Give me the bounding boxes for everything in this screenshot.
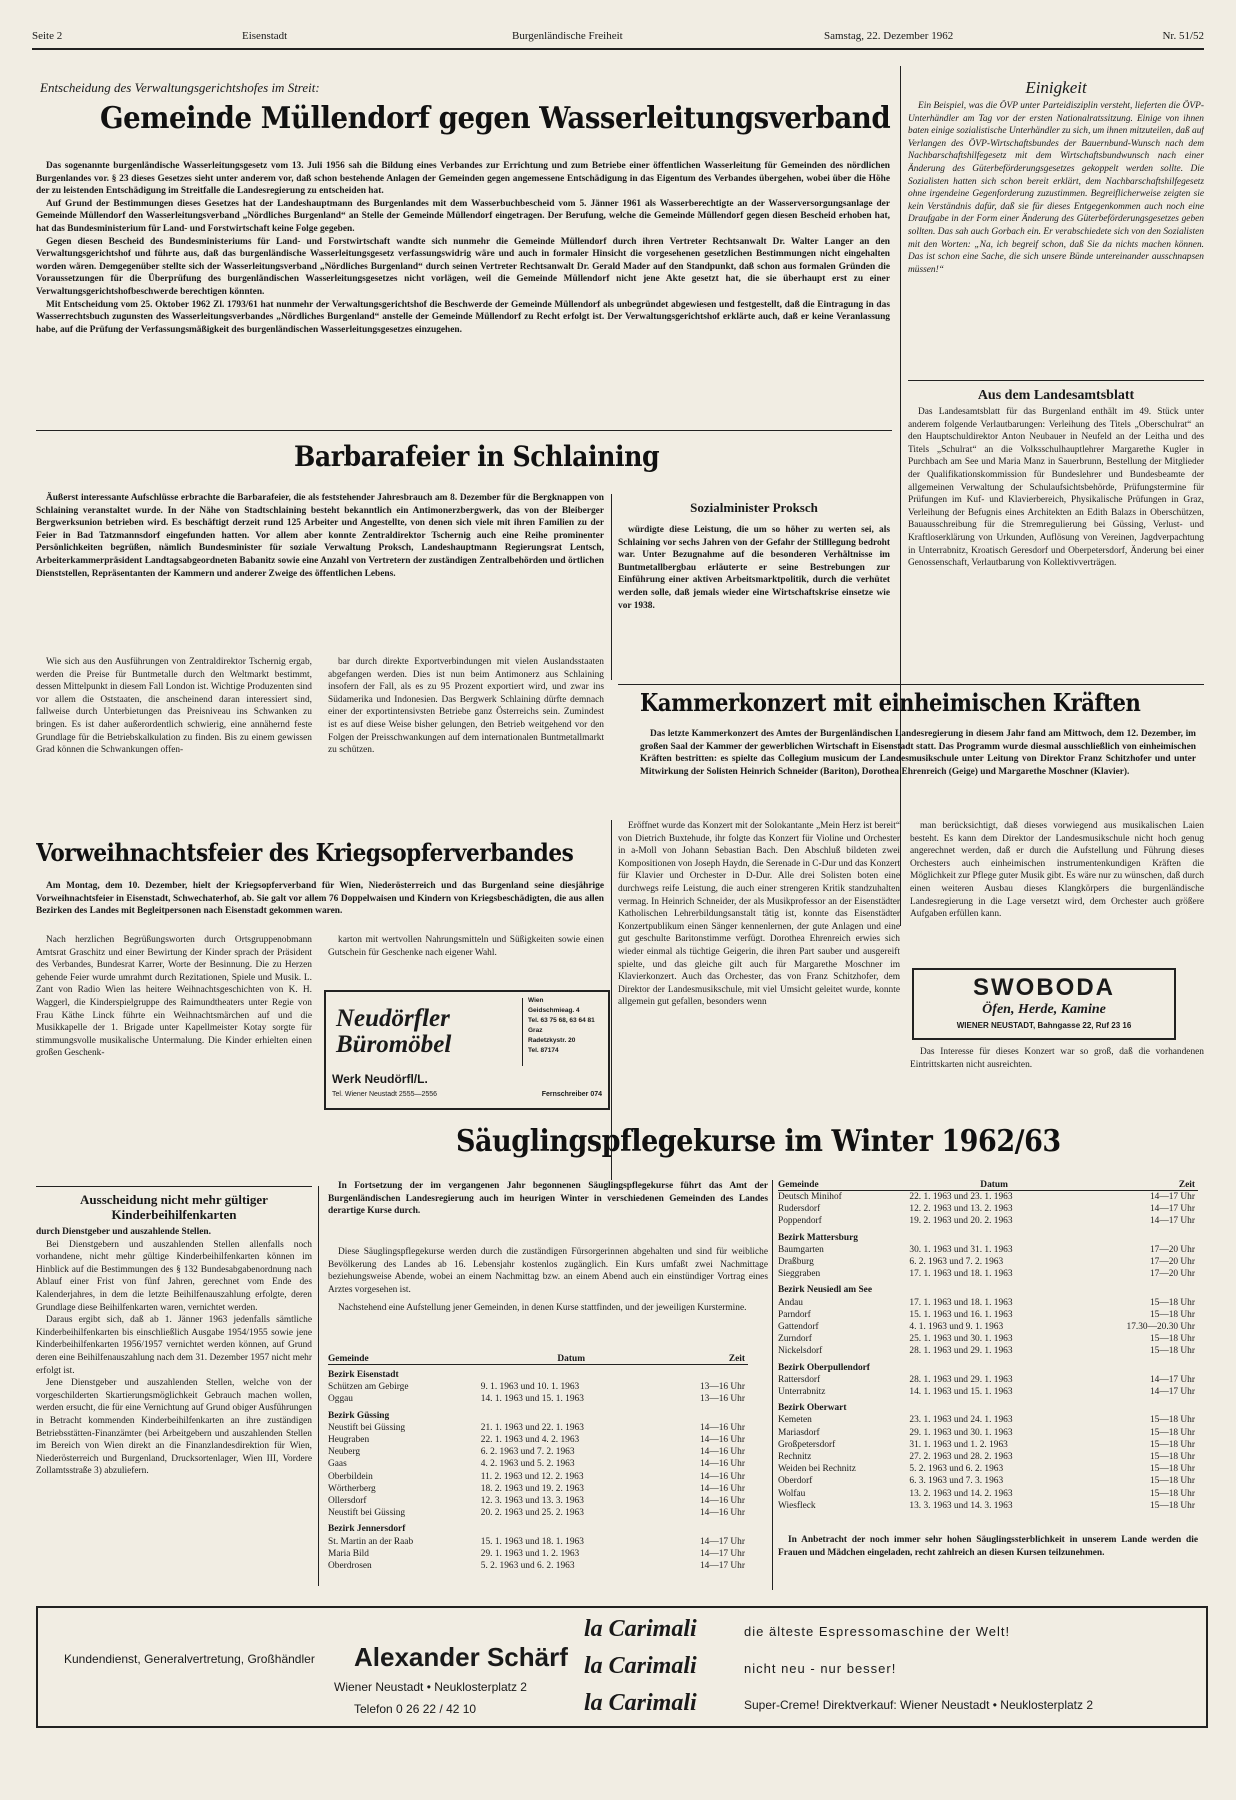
date-range: 28. 1. 1963 und 29. 1. 1963 xyxy=(909,1374,1013,1385)
time: 15—18 Uhr xyxy=(1149,1309,1195,1320)
date-range: 22. 1. 1963 und 23. 1. 1963 xyxy=(909,1192,1013,1202)
district-name: Bezirk Eisenstadt xyxy=(328,1370,399,1380)
municipality: Andau xyxy=(778,1297,803,1308)
municipality: Heugraben xyxy=(328,1435,370,1446)
date-range: 29. 1. 1963 und 1. 2. 1963 xyxy=(480,1548,580,1559)
table-row xyxy=(778,1203,1198,1215)
kammer-col2b xyxy=(910,1046,1204,1086)
neudoerfl-tel: Tel. Wiener Neustadt 2555—2556 xyxy=(332,1091,438,1098)
table-row xyxy=(778,1463,1198,1475)
district-row xyxy=(778,1228,1198,1244)
time: 15—18 Uhr xyxy=(1149,1476,1195,1487)
district-name: Bezirk Oberwart xyxy=(778,1403,847,1414)
kammer-col1-text: Eröffnet wurde das Konzert mit der Solokantante „Mein Herz ist bereit“ von Dietrich Buxtehude, ihr folgte das Konzert für Violine und Orchester in a-Moll von Johann Sebastian Bach. Den Abschluß bildeten zwei Kompositionen von Joseph Haydn, die Serenade in C-Dur und das Konzert für Klavier und Orchester in D-Dur. Alle drei Solisten boten eine durchwegs reife Leistung, die auch einer strengeren Kritik standzuhalten vermag. In Heinrich Schneider, der als Musikprofessor an der Eisenstädter Katholischen Lehrerbildungsanstalt tätig ist, konnte das Eisenstädter Konzertpublikum einen Sänger kennenlernen, der gute Anlagen und eine gut geschulte Baritonstimme verfügt. Dorothea Ehrenreich erwies sich wieder einmal als tüchtige Geigerin, die ihren Part sauber und ausgereift spielte, und das gleiche gilt auch für Margarethe Moschner im Klavierkonzert. Auch das Orchester, das von Franz Schitzhofer, dem Direktor der Landesmusikschule, mit viel Umsicht geleitet wurde, konnte allgemein gut gefallen, besonders wenn xyxy=(618,821,900,1008)
municipality: Gattendorf xyxy=(778,1322,819,1333)
barbara-intro-text: Äußerst interessante Aufschlüsse erbrachte die Barbarafeier, die als feststehender Jahresbrauch am 8. Dezember für die Bergknappen von Schlaining veranstaltet wurde. In der Nähe von Stadtschlaining besteht bekanntlich ein Antimonerzbergwerk, das von der Bleiberger Bergwerksunion betrieben wird. Es beschäftigt derzeit rund 125 Arbeiter und Angestellte, von denen sich viele mit ihren Familien zu der Feier in Bad Tatzmannsdorf eingefunden hatten. Vor allem aber konnte Zentraldirektor Tschernig auch eine Reihe prominenter Persönlichkeiten begrüßen, nämlich Bundesminister für soziale Verwaltung Proksch, Landeshauptmann Regierungsrat Lentsch, Arbeiterkammerpräsident Landtagsabgeordneten Babanitz sowie eine Anzahl von Vertretern der zuständigen Zentralbehörden und örtlichen Dienststellen, Repräsentanten der Kammern und anderer Zweige des öffentlichen Lebens. xyxy=(36,493,604,579)
barbara-intro xyxy=(36,492,604,654)
date-range: 15. 1. 1963 und 18. 1. 1963 xyxy=(480,1536,584,1547)
date-range: 13. 3. 1963 und 14. 3. 1963 xyxy=(909,1500,1013,1510)
date-range: 6. 2. 1963 und 7. 2. 1963 xyxy=(480,1447,575,1458)
date-range: 11. 2. 1963 und 12. 2. 1963 xyxy=(480,1471,584,1482)
neudoerfl-phone: Tel. 87174 xyxy=(528,1047,559,1054)
einigkeit-text: Ein Beispiel, was die ÖVP unter Parteidisziplin versteht, lieferten die ÖVP-Unterhändler am Tag vor der ersten Nationalratssitzung. Einige von ihnen baten einige sozialistische Unterhändler zu sich, um ihnen mitzuteilen, daß auf Verlangen des ÖVP-Wirtschaftsbundes der Bauernbund-Wunsch nach dem Nachbarschaftshilfegesetz mit dem Wirtschaftsbundwunsch nach einer Änderung des Güterbeförderungsgesetzes gekoppelt werden sollte. Die Sozialisten hatten sich schon bereit erklärt, dem Nachbarschaftshilfegesetz ohne irgendeine Gegenforderung zuzustimmen. Begreiflicherweise zeigten sie kein Verständnis dafür, daß sie für dieses Entgegenkommen auch noch eine Draufgabe in der Form einer Änderung des Güterbeförderungsgesetzes geben sollten. Das sah auch Gorbach ein. Er verabschiedete sich von den Sozialisten mit den Worten: „Na, ich begreif schon, daß Sie da nichts machen können. Das ist schon eine Sache, die sich unsere Bünde untereinander ausschnapsen müssen!“ xyxy=(908,101,1204,275)
kammer-col2a-text: man berücksichtigt, daß dieses vorwiegend aus musikalischen Laien besteht. Es kann dem Direktor der Landesmusikschule nicht hoch genug angerechnet werden, daß er durch die Aufstellung und Führung dieses Orchesters auch einheimischen instrumentenkundigen Kräften die Möglichkeit zur Pflege guter Musik gibt. Es wäre nur zu wünschen, daß durch einen weiteren Ausbau dieses Klangkörpers die burgenländische Landesregierung in die Lage versetzt wird, dem Orchester auch größere Aufgaben erfüllen kann. xyxy=(910,821,1204,920)
municipality: Großpetersdorf xyxy=(778,1439,836,1450)
table-row xyxy=(778,1427,1198,1439)
table-row xyxy=(778,1386,1198,1398)
table-row xyxy=(328,1560,748,1572)
municipality: Zurndorf xyxy=(778,1334,812,1345)
time: 17—20 Uhr xyxy=(1149,1257,1195,1268)
section-rule xyxy=(618,684,1204,685)
table-row xyxy=(778,1488,1198,1500)
vorweih-col2 xyxy=(328,934,604,984)
table-row xyxy=(328,1393,748,1405)
date-range: 18. 2. 1963 und 19. 2. 1963 xyxy=(480,1483,584,1494)
section-rule xyxy=(36,430,892,431)
saeugling-headline: Säuglingspflegekurse im Winter 1962/63 xyxy=(456,1124,1061,1159)
beihilfe-title: Ausscheidung nicht mehr gültiger Kinderbeihilfenkarten xyxy=(80,1192,268,1222)
district-name: Bezirk Güssing xyxy=(328,1410,390,1421)
page-header xyxy=(32,26,1204,48)
table-row xyxy=(778,1475,1198,1487)
municipality: Nickelsdorf xyxy=(778,1346,823,1357)
table-row xyxy=(778,1297,1198,1309)
municipality: Kemeten xyxy=(778,1415,812,1426)
date-range: 28. 1. 1963 und 29. 1. 1963 xyxy=(909,1346,1013,1357)
barbara-side xyxy=(618,524,890,680)
time: 15—18 Uhr xyxy=(1149,1488,1195,1499)
table-row xyxy=(328,1507,748,1519)
date-range: 23. 1. 1963 und 24. 1. 1963 xyxy=(909,1415,1013,1426)
barbara-col2-text: bar durch direkte Exportverbindungen mit vielen Auslandsstaaten abgefangen werden. Dies ist nun beim Antimonerz aus Schlaining insofern der Fall, als es zu 95 Prozent exportiert wird, und zwar ins Südamerika und Indonesien. Das Bergwerk Schlaining dürfte demnach einer der exportintensivsten Betriebe ganz Österreichs sein. Zumindest ist es auf diese Weise bisher gelungen, den Betrieb weitgehend vor den Folgen der Preisschwankungen auf dem internationalen Buntmetallmarkt zu schützen. xyxy=(328,657,604,756)
table-row xyxy=(328,1434,748,1446)
date-range: 25. 1. 1963 und 30. 1. 1963 xyxy=(909,1334,1013,1345)
amtsblatt-title: Aus dem Landesamtsblatt xyxy=(977,388,1135,403)
date-range: 30. 1. 1963 und 31. 1. 1963 xyxy=(909,1244,1013,1255)
table-row xyxy=(778,1333,1198,1345)
time: 14—16 Uhr xyxy=(699,1447,745,1458)
time: 15—18 Uhr xyxy=(1149,1415,1195,1426)
lead-paragraph: Mit Entscheidung vom 25. Oktober 1962 Zl. 1793/61 hat nunmehr der Verwaltungsgerichtshof die Beschwerde der Gemeinde Müllendorf als unbegründet abgewiesen und festgestellt, daß die Eintragung in das Wasserrechtsbuch zugunsten des Wasserleitungsverbandes „Nördliches Burgenland“ anstelle der Gemeinde Müllendorf zu Recht erfolgt ist. Der Verwaltungsgerichtshof erklärte auch, daß er keine Veranlassung habe, auf die Prüfung der Verfassungsmäßigkeit des burgenländischen Wasserleitungsgesetzes einzugehen. xyxy=(36,299,890,335)
section-rule xyxy=(908,380,1204,381)
time: 17—20 Uhr xyxy=(1149,1244,1195,1255)
neudoerfl-address: Geidschmieag. 4 xyxy=(528,1007,580,1014)
lead-paragraph: Gegen diesen Bescheid des Bundesministeriums für Land- und Forstwirtschaft wandte sich nunmehr die Gemeinde Müllendorf durch ihren Vertreter Rechtsanwalt Dr. Walter Langer an den Verwaltungsgerichtshof und führte aus, daß das burgenländische Wasserleitungsgesetz verfassungswidrig wäre und auch in formaler Hinsicht die vorgesehenen gesetzlichen Bestimmungen nicht eingehalten worden wären. Demgegenüber stellte sich der Wasserleitungsverband „Nördliches Burgenland“ durch seinen Vertreter Rechtsanwalt Dr. Gerald Mader auf den Standpunkt, daß schon aus formalen Gründen die Voraussetzungen für die Überprüfung des burgenländischen Wasserleitungsgesetzes nicht vorlägen, weil die Gemeinde Müllendorf nicht jene Akte gesetzt hat, die sie überhaupt erst zu einer Verwaltungsgerichtshofbeschwerde berechtigen könnten. xyxy=(36,236,890,297)
date-range: 6. 2. 1963 und 7. 2. 1963 xyxy=(909,1257,1004,1268)
table-row xyxy=(328,1495,748,1507)
table-row xyxy=(328,1536,748,1548)
municipality: Wiesfleck xyxy=(778,1500,816,1510)
municipality: Unterrabnitz xyxy=(778,1387,826,1398)
time: 14—17 Uhr xyxy=(699,1536,745,1547)
saeugling-closing-text: In Anbetracht der noch immer sehr hohen Säuglingssterblichkeit in unserem Lande werden die Frauen und Mädchen eingeladen, recht zahlreich an diesen Kursen teilzunehmen. xyxy=(778,1535,1198,1558)
time: 14—16 Uhr xyxy=(699,1508,745,1519)
column-divider xyxy=(772,1180,773,1590)
carimali-brand-2: la Carimali xyxy=(584,1653,697,1679)
municipality: Oberdrosen xyxy=(328,1561,372,1572)
date-range: 12. 2. 1963 und 13. 2. 1963 xyxy=(909,1204,1013,1215)
header-city: Eisenstadt xyxy=(242,30,288,42)
table-row xyxy=(778,1244,1198,1256)
municipality: Baumgarten xyxy=(778,1244,824,1255)
time: 13—16 Uhr xyxy=(699,1394,745,1405)
beihilfe-paragraph: Bei Dienstgebern und auszahlenden Stellen allenfalls noch vorhandene, nicht mehr gültige Kinderbeihilfenkarten können im Hinblick auf die Bestimmungen des § 132 Bundesabgabenordnung nach Ablauf einer Frist von fünf Jahren, gerechnet vom Ende des Kalenderjahres, in dem die letzte Beihilfenauszahlung erfolgte, deren Grundlage diese Beihilfenkarten waren, vernichtet werden. xyxy=(36,1239,312,1313)
district-row xyxy=(778,1358,1198,1374)
time: 15—18 Uhr xyxy=(1149,1452,1195,1463)
date-range: 9. 1. 1963 und 10. 1. 1963 xyxy=(480,1382,580,1393)
col-gemeinde: Gemeinde xyxy=(328,1354,481,1365)
date-range: 5. 2. 1963 und 6. 2. 1963 xyxy=(480,1561,575,1572)
barbara-subheading: Sozialminister Proksch xyxy=(690,500,818,515)
saeugling-paragraph: Nachstehend eine Aufstellung jener Gemeinden, in denen Kurse stattfinden, und der jeweiligen Kurstermine. xyxy=(338,1303,747,1314)
kammer-headline: Kammerkonzert mit einheimischen Kräften xyxy=(640,688,1141,717)
table-row xyxy=(328,1483,748,1495)
einigkeit-title: Einigkeit xyxy=(1025,78,1087,97)
table-row xyxy=(778,1439,1198,1451)
date-range: 15. 1. 1963 und 16. 1. 1963 xyxy=(909,1309,1013,1320)
date-range: 4. 2. 1963 und 5. 2. 1963 xyxy=(480,1459,575,1470)
swoboda-products: Öfen, Herde, Kamine xyxy=(982,1002,1106,1017)
newspaper-name: Burgenländische Freiheit xyxy=(512,30,623,42)
swoboda-name: SWOBODA xyxy=(973,974,1115,1001)
table-row xyxy=(778,1215,1198,1227)
amtsblatt-body xyxy=(908,406,1204,676)
schaerf-name: Alexander Schärf xyxy=(354,1642,568,1672)
time: 15—18 Uhr xyxy=(1149,1427,1195,1438)
time: 15—18 Uhr xyxy=(1149,1346,1195,1357)
table-row xyxy=(778,1191,1198,1204)
time: 14—16 Uhr xyxy=(699,1483,745,1494)
date-range: 5. 2. 1963 und 6. 2. 1963 xyxy=(909,1464,1004,1475)
municipality: Sieggraben xyxy=(778,1269,821,1280)
time: 15—18 Uhr xyxy=(1149,1464,1195,1475)
municipality: Oberdorf xyxy=(778,1476,813,1487)
municipality: Rattersdorf xyxy=(778,1374,821,1385)
neudoerfl-phone: Tel. 63 75 68, 63 64 81 xyxy=(528,1017,595,1024)
carimali-brand-3: la Carimali xyxy=(584,1690,697,1716)
date-range: 12. 3. 1963 und 13. 3. 1963 xyxy=(480,1496,584,1507)
table-row xyxy=(778,1374,1198,1386)
lead-headline: Gemeinde Müllendorf gegen Wasserleitungsverband xyxy=(100,101,891,136)
col-zeit: Zeit xyxy=(1082,1180,1198,1191)
date-range: 29. 1. 1963 und 30. 1. 1963 xyxy=(909,1427,1013,1438)
table-row xyxy=(778,1309,1198,1321)
neudoerfl-werk: Werk Neudörfl/L. xyxy=(332,1072,428,1086)
municipality: Neustift bei Güssing xyxy=(328,1508,406,1519)
col-gemeinde: Gemeinde xyxy=(778,1180,909,1191)
section-rule xyxy=(36,1186,312,1187)
time: 14—17 Uhr xyxy=(1149,1204,1195,1215)
time: 14—17 Uhr xyxy=(699,1561,745,1572)
swoboda-advertisement xyxy=(912,968,1176,1040)
kammer-col2b-text: Das Interesse für dieses Konzert war so groß, daß die vorhandenen Eintrittskarten nicht ausreichten. xyxy=(910,1047,1204,1070)
municipality: Mariasdorf xyxy=(778,1427,820,1438)
vorweih-intro-text: Am Montag, dem 10. Dezember, hielt der Kriegsopferverband für Wien, Niederösterreich und das Burgenland seine diesjährige Vorweihnachtsfeier in Eisenstadt, Schwechaterhof, ab. Sie galt vor allem 76 Doppelwaisen und Kindern von Kriegsbeschädigten, die aus allen Bezirken des Landes mit Begleitpersonen nach Eisenstadt gekommen waren. xyxy=(36,881,604,917)
lead-article-body xyxy=(36,160,890,428)
district-row xyxy=(328,1365,748,1382)
page-number: Seite 2 xyxy=(32,30,63,42)
schaerf-service: Kundendienst, Generalvertretung, Großhändler xyxy=(64,1652,315,1666)
saeugling-intro-text: In Fortsetzung der im vergangenen Jahr begonnenen Säuglingspflegekurse führt das Amt der Burgenländischen Landesregierung auch im heurigen Winter in verschiedenen Gemeinden des Landes derartige Kurse durch. xyxy=(328,1181,768,1217)
municipality: Oggau xyxy=(328,1394,353,1405)
col-datum: Datum xyxy=(481,1354,665,1365)
table-row xyxy=(778,1345,1198,1357)
time: 15—18 Uhr xyxy=(1149,1439,1195,1450)
vorweih-col2-text: karton mit wertvollen Nahrungsmitteln und Süßigkeiten sowie einen Gutschein für Geschenke nach eigener Wahl. xyxy=(328,935,604,958)
kammer-col2a xyxy=(910,820,1204,958)
lead-kicker: Entscheidung des Verwaltungsgerichtshofes im Streit: xyxy=(40,80,320,95)
table-row xyxy=(328,1381,748,1393)
neudoerfl-city: Graz xyxy=(528,1027,543,1034)
neudoerfl-advertisement xyxy=(324,990,610,1110)
schedule-right xyxy=(778,1180,1204,1510)
table-row xyxy=(328,1548,748,1560)
date-range: 20. 2. 1963 und 25. 2. 1963 xyxy=(480,1508,584,1519)
col-zeit: Zeit xyxy=(665,1354,748,1365)
saeugling-closing xyxy=(778,1534,1198,1574)
carimali-slogan-1: die älteste Espressomaschine der Welt! xyxy=(744,1624,1011,1639)
municipality: Parndorf xyxy=(778,1309,811,1320)
einigkeit-body xyxy=(908,100,1204,370)
beihilfe-body xyxy=(36,1226,312,1586)
kammer-intro-text: Das letzte Kammerkonzert des Amtes der Burgenländischen Landesregierung in diesem Jahr fand am Mittwoch, dem 12. Dezember, im großen Saal der Kammer der gewerblichen Wirtschaft in Eisenstadt statt. Das Programm wurde diesmal ausschließlich von einheimischen Kräften bestritten: es spielte das Collegium musicum der Landesmusikschule unter Leitung von Direktor Franz Schitzhofer und unter Mitwirkung der Solisten Heinrich Schneider (Bariton), Dorothea Ehrenreich (Geige) und Margarethe Moschner (Klavier). xyxy=(640,729,1196,777)
saeugling-paragraph: Diese Säuglingspflegekurse werden durch die zuständigen Fürsorgerinnen abgehalten und sind für weibliche Bevölkerung des Landes ab 16. Lebensjahr kostenlos zugänglich. Ein Kurs umfaßt zwei Nachmittage beziehungsweise Abende, wobei an einem Nachmittag bzw. an einem Abend auch ein einstündiger Vortrag eines Arztes vorgesehen ist. xyxy=(328,1247,768,1295)
neudoerfl-fernschreiber: Fernschreiber 074 xyxy=(541,1091,602,1098)
municipality: Oberbildein xyxy=(328,1471,373,1482)
schaerf-address: Wiener Neustadt • Neuklosterplatz 2 xyxy=(334,1680,527,1694)
table-row xyxy=(328,1422,748,1434)
table-row xyxy=(328,1446,748,1458)
carimali-slogan-3: Super-Creme! Direktverkauf: Wiener Neustadt • Neuklosterplatz 2 xyxy=(744,1698,1094,1712)
beihilfe-paragraph: Daraus ergibt sich, daß ab 1. Jänner 1963 jedenfalls sämtliche Kinderbeihilfenkarten bis einschließlich Ausgabe 1954/1955 sowie jene Kinderbeihilfenkarten 1956/1957 vernichtet werden können, auf Grund deren eine Beihilfenauszahlung nach dem 31. Dezember 1957 nicht mehr erfolgt ist. xyxy=(36,1315,312,1376)
table-row xyxy=(778,1500,1198,1510)
table-row xyxy=(778,1451,1198,1463)
carimali-slogan-2: nicht neu - nur besser! xyxy=(744,1661,897,1676)
municipality: Schützen am Gebirge xyxy=(328,1382,409,1393)
municipality: Draßburg xyxy=(778,1257,814,1268)
time: 13—16 Uhr xyxy=(699,1382,745,1393)
time: 17—20 Uhr xyxy=(1149,1269,1195,1280)
municipality: Neustift bei Güssing xyxy=(328,1422,406,1433)
beihilfe-intro: durch Dienstgeber und auszahlende Stellen. xyxy=(36,1227,211,1237)
date-range: 6. 3. 1963 und 7. 3. 1963 xyxy=(909,1476,1004,1487)
beihilfe-paragraph: Jene Dienstgeber und auszahlenden Stellen, welche von der vorgeschilderten Skartierungsmöglichkeit Gebrauch machen wollen, werden ersucht, die für eine Vernichtung auf Grund obiger Ausführungen in Betracht kommenden Kinderbeihilfenkarten an ihre zuständigen Betriebsstätten-Finanzämter (bei Arbeitgebern und auszahlenden Stellen im Bereich von Wien direkt an die Finanzlandesdirektion für Wien, Niederösterreich und Burgenland, Drucksortenlager, Wien III, Vordere Zollamtsstraße 3) abzuliefern. xyxy=(36,1378,312,1477)
municipality: Maria Bild xyxy=(328,1548,369,1559)
barbara-headline: Barbarafeier in Schlaining xyxy=(294,440,660,473)
schaerf-phone: Telefon 0 26 22 / 42 10 xyxy=(354,1702,477,1716)
date-range: 31. 1. 1963 und 1. 2. 1963 xyxy=(909,1439,1008,1450)
kammer-col1 xyxy=(618,820,900,1096)
district-name: Bezirk Jennersdorf xyxy=(328,1524,406,1535)
municipality: Rechnitz xyxy=(778,1452,812,1463)
column-divider xyxy=(318,1186,319,1586)
time: 15—18 Uhr xyxy=(1149,1297,1195,1308)
municipality: Wolfau xyxy=(778,1488,806,1499)
amtsblatt-text: Das Landesamtsblatt für das Burgenland enthält im 49. Stück unter anderem folgende Verlautbarungen: Verleihung des Titels „Oberschulrat“ an den Hauptschuldirektor Anton Neubauer in Neufeld an der Leitha und des Titels „Schulrat“ an die Volksschulhauptlehrer Margarethe Kugler in Purchbach am See und Maria Manz in Sauerbrunn, Bestellung der Mitglieder der Qualifikationskommission für Bundeslehrer und Bundesbeamte der allgemeinen Verwaltung der Schulaufsichtsbehörde, Prüfungstermine für Prüfungen im Kuf- und Klavierbereich, Physikalische Prüfungen in Graz, Verleihung der Befugnis eines Architekten an Edith Balazs in Oberschützen, Bauausschreibung für die Stremregulierung bei Güssing, Verlust- und Kraftloserklärung von Urkunden, Auflösung von Vereinen, Jagdverpachtung in Unterrabnitz, Kroatisch Geresdorf und Oberpetersdorf, Änderung bei einer Genossenschaft, Verlautbarung von Kollektivverträgen. xyxy=(908,407,1204,569)
district-row xyxy=(778,1280,1198,1296)
date-range: 4. 1. 1963 und 9. 1. 1963 xyxy=(909,1322,1004,1333)
municipality: Wörtherberg xyxy=(328,1483,376,1494)
district-row xyxy=(328,1406,748,1422)
table-row xyxy=(778,1414,1198,1426)
saeugling-body xyxy=(328,1246,768,1350)
time: 17.30—20.30 Uhr xyxy=(1126,1322,1195,1333)
issue-number: Nr. 51/52 xyxy=(1162,30,1204,42)
municipality: Neuberg xyxy=(328,1447,361,1458)
vorweih-col1 xyxy=(36,934,312,1180)
barbara-col1 xyxy=(36,656,312,834)
district-name: Bezirk Mattersburg xyxy=(778,1232,858,1243)
district-row xyxy=(328,1519,748,1535)
time: 14—16 Uhr xyxy=(699,1496,745,1507)
lead-paragraph: Auf Grund der Bestimmungen dieses Gesetzes hat der Landeshauptmann des Burgenlandes mit dem Wasserbuchbescheid vom 5. Jänner 1961 als Wasserberechtigte an der Wasserversorgungsanlage der Gemeinde Müllendorf den Wasserleitungsverband „Nördliches Burgenland“ an Stelle der Gemeinde Müllendorf eingetragen. Der Berufung, welche die Gemeinde Müllendorf gegen diesen Bescheid erhoben hat, hat das Bundesministerium für Land- und Forstwirtschaft keine Folge gegeben. xyxy=(36,198,890,234)
time: 14—16 Uhr xyxy=(699,1422,745,1433)
municipality: Weiden bei Rechnitz xyxy=(778,1464,856,1475)
time: 14—17 Uhr xyxy=(1149,1374,1195,1385)
municipality: Gaas xyxy=(328,1459,347,1470)
time: 14—16 Uhr xyxy=(699,1471,745,1482)
time: 14—17 Uhr xyxy=(1149,1192,1195,1202)
neudoerfl-city: Wien xyxy=(528,997,544,1004)
time: 14—17 Uhr xyxy=(1149,1216,1195,1227)
table-row xyxy=(328,1458,748,1470)
time: 14—17 Uhr xyxy=(699,1548,745,1559)
table-row xyxy=(778,1256,1198,1268)
table-row xyxy=(328,1471,748,1483)
vorweih-intro xyxy=(36,880,604,928)
schedule-left xyxy=(328,1354,768,1594)
time: 14—16 Uhr xyxy=(699,1459,745,1470)
header-rule xyxy=(32,48,1204,50)
district-name: Bezirk Oberpullendorf xyxy=(778,1362,870,1373)
time: 14—17 Uhr xyxy=(1149,1387,1195,1398)
date-range: 21. 1. 1963 und 22. 1. 1963 xyxy=(480,1422,584,1433)
kammer-intro xyxy=(640,728,1196,814)
neudoerfl-logo: Neudörfler Büromöbel xyxy=(336,1005,452,1058)
neudoerfl-contacts xyxy=(528,996,604,1056)
municipality: Deutsch Minihof xyxy=(778,1192,842,1202)
issue-date: Samstag, 22. Dezember 1962 xyxy=(824,30,954,42)
barbara-col1-text: Wie sich aus den Ausführungen von Zentraldirektor Tschernig ergab, werden die Preise für Buntmetalle durch den Weltmarkt bestimmt, dessen Mittelpunkt in diesem Fall London ist. Wichtige Produzenten sind vor allem die Oststaaten, die anscheinend daran interessiert sind, fallweise durch Unterbietungen das Preisniveau ins Schwanken zu bringen. Es ist daher außerordentlich schwierig, eine annähernd feste Grundlage für die Betriebskalkulation zu finden. Bis zu einem gewissen Grad können die Schwankungen offen- xyxy=(36,657,312,756)
time: 14—16 Uhr xyxy=(699,1435,745,1446)
date-range: 17. 1. 1963 und 18. 1. 1963 xyxy=(909,1297,1013,1308)
time: 15—18 Uhr xyxy=(1149,1334,1195,1345)
date-range: 17. 1. 1963 und 18. 1. 1963 xyxy=(909,1269,1013,1280)
municipality: Poppendorf xyxy=(778,1216,822,1227)
neudoerfl-address: Radetzkystr. 20 xyxy=(528,1037,576,1044)
municipality: St. Martin an der Raab xyxy=(328,1536,414,1547)
schedule-table xyxy=(778,1180,1198,1510)
col-datum: Datum xyxy=(909,1180,1081,1191)
schedule-table xyxy=(328,1354,748,1572)
date-range: 14. 1. 1963 und 15. 1. 1963 xyxy=(480,1394,584,1405)
municipality: Rudersdorf xyxy=(778,1204,821,1215)
district-name: Bezirk Neusiedl am See xyxy=(778,1285,872,1296)
barbara-col2 xyxy=(328,656,604,834)
table-row xyxy=(778,1268,1198,1280)
vorweih-headline: Vorweihnachtsfeier des Kriegsopferverbandes xyxy=(36,838,574,867)
date-range: 22. 1. 1963 und 4. 2. 1963 xyxy=(480,1435,580,1446)
swoboda-address: WIENER NEUSTADT, Bahngasse 22, Ruf 23 16 xyxy=(956,1021,1132,1030)
district-row xyxy=(778,1398,1198,1414)
lead-paragraph: Das sogenannte burgenländische Wasserleitungsgesetz vom 13. Juli 1956 sah die Bildung eines Verbandes zur Errichtung und zum Betriebe einer öffentlichen Wasserleitung für Gemeinden des nördlichen Burgenlandes vor. § 23 dieses Gesetzes sieht unter anderem vor, daß schon bestehende Anlagen der Gemeinden gegen angemessene Entschädigung in das Eigentum des Verbandes übergehen, wobei über die Höhe der zu leistenden Entschädigung im Streitfalle die Landesregierung zu entscheiden hat. xyxy=(36,161,890,197)
date-range: 14. 1. 1963 und 15. 1. 1963 xyxy=(909,1387,1013,1398)
table-row xyxy=(778,1321,1198,1333)
schaerf-advertisement xyxy=(36,1606,1208,1728)
date-range: 19. 2. 1963 und 20. 2. 1963 xyxy=(909,1216,1013,1227)
neudoerfl-divider xyxy=(522,998,523,1066)
saeugling-intro xyxy=(328,1180,768,1238)
date-range: 13. 2. 1963 und 14. 2. 1963 xyxy=(909,1488,1013,1499)
column-divider xyxy=(611,494,612,680)
carimali-brand-1: la Carimali xyxy=(584,1616,697,1642)
barbara-side-text: würdigte diese Leistung, die um so höher zu werten sei, als Schlaining vor sechs Jahren von der Gefahr der Stilllegung bedroht war. Unter Bezugnahme auf die besonderen Verhältnisse im Buntmetallbergbau erläuterte er seine Bestrebungen zur Einführung einer aktiven Arbeitsmarktpolitik, durch die verhütet werden solle, daß jemals wieder eine Wirtschaftskrise einsetze wie vor 1938. xyxy=(618,525,890,611)
municipality: Ollersdorf xyxy=(328,1496,367,1507)
date-range: 27. 2. 1963 und 28. 2. 1963 xyxy=(909,1452,1013,1463)
vorweih-col1-text: Nach herzlichen Begrüßungsworten durch Ortsgruppenobmann Amtsrat Graschitz und einer Bewirtung der Kinder sprach der Präsident des Verbandes, Bundesrat Karrer, Worte der Besinnung. Die zu Herzen gehende Feier wurde umrahmt durch Rezitationen, Spiele und Musik. L. Zant von Radio Wien las heitere Weihnachtsgeschichten von K. H. Waggerl, die Kinderspielgruppe des Raimundtheaters unter Regie von Frau Käthe Linck führte ein Weihnachtsmärchen auf und die Musikkapelle der 1. Brigade unter Kapellmeister Kotay sorgte für stimmungsvolle musikalische Untermalung. Die Kinder erhielten einen großen Geschenk- xyxy=(36,935,312,1059)
time: 15—18 Uhr xyxy=(1149,1500,1195,1510)
